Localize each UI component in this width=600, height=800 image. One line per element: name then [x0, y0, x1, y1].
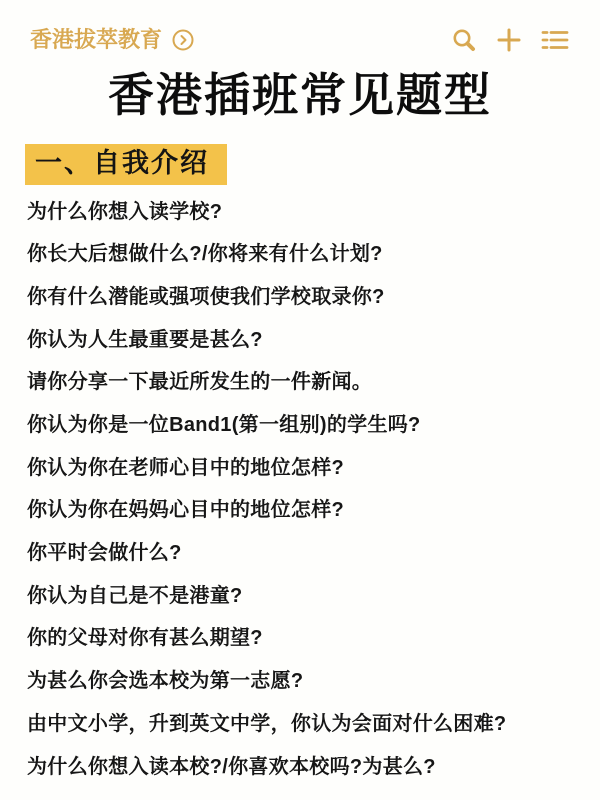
account-link[interactable]	[30, 28, 195, 52]
question-list	[27, 202, 570, 777]
question-item: 你长大后想做什么?/你将来有什么计划?	[27, 243, 383, 266]
question-item: 你的父母对你有甚么期望?	[27, 627, 263, 650]
page-title: 香港插班常见题型	[108, 69, 492, 121]
toolbar	[450, 26, 570, 54]
question-item: 你认为自己是不是港童?	[27, 584, 243, 607]
account-name: 香港拔萃教育	[30, 27, 163, 52]
question-item: 你认为你是一位Band1(第一组别)的学生吗?	[27, 414, 421, 437]
question-item: 为甚么你会选本校为第一志愿?	[27, 670, 304, 693]
top-bar	[0, 0, 600, 54]
question-item: 由中文小学，升到英文中学，你认为会面对什么困难?	[27, 712, 507, 735]
list-icon[interactable]	[540, 26, 570, 54]
question-item: 你认为你在妈妈心目中的地位怎样?	[27, 499, 345, 522]
plus-icon[interactable]	[495, 26, 523, 54]
question-item: 为什么你想入读本校?/你喜欢本校吗?为甚么?	[27, 755, 436, 778]
question-item: 你认为你在老师心目中的地位怎样?	[27, 456, 345, 479]
question-item: 你认为人生最重要是甚么?	[27, 328, 263, 351]
question-item: 你有什么潜能或强项使我们学校取录你?	[27, 285, 385, 308]
question-item: 为什么你想入读学校?	[27, 200, 223, 223]
question-item: 你平时会做什么?	[27, 542, 182, 565]
question-item: 请你分享一下最近所发生的一件新闻。	[27, 371, 373, 394]
chevron-right-circle-icon	[171, 28, 195, 52]
section-header-self-introduction: 一、自我介绍	[25, 144, 227, 185]
search-icon[interactable]	[450, 26, 478, 54]
